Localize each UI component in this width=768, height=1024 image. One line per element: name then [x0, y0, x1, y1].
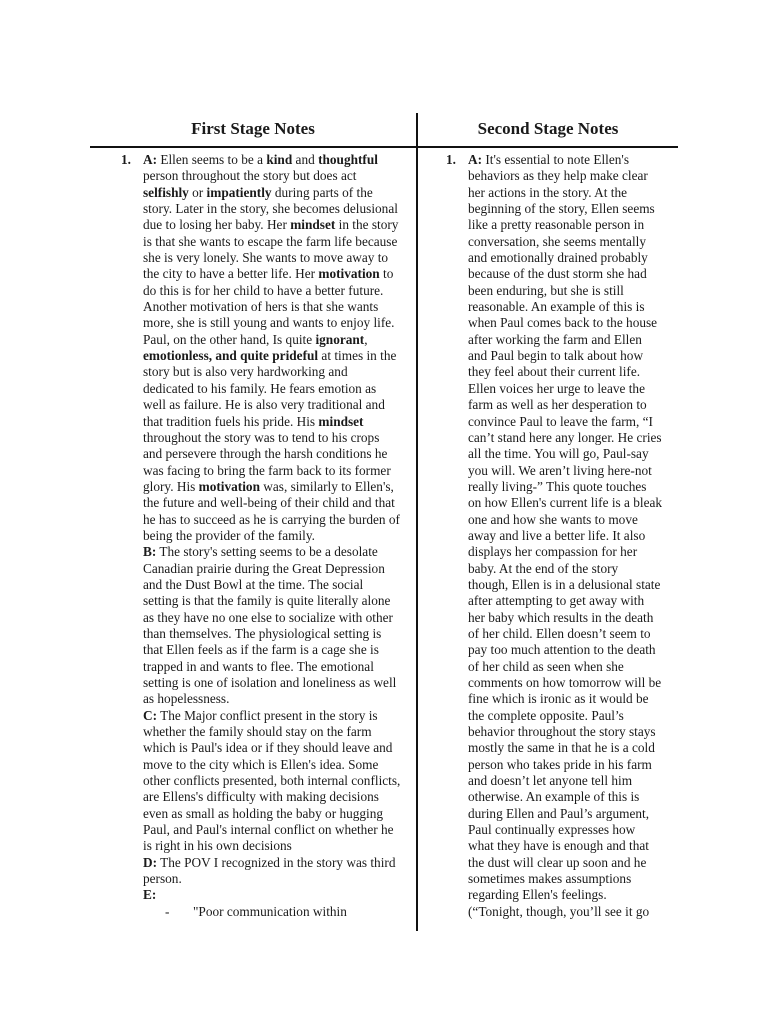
note-line [468, 495, 673, 511]
note-line [143, 561, 415, 577]
text-run: displays her compassion for her [468, 544, 638, 560]
note-line [143, 479, 415, 495]
text-run: The Major conflict present in the story is [157, 707, 378, 723]
note-line [143, 610, 415, 626]
column-divider-vertical [416, 113, 418, 931]
note-line [468, 512, 673, 528]
text-run: when Paul comes back to the house [468, 315, 658, 331]
text-run: Another motivation of hers is that she wants [143, 299, 379, 315]
text-run: convince Paul to leave the farm, “I [468, 413, 653, 429]
text-run: due to losing her baby. Her [143, 217, 291, 233]
text-run: they feel about their current life. [468, 364, 641, 380]
text-run: dedicated to his family. He fears emotion as [143, 380, 377, 396]
bullet-text: "Poor communication within [193, 903, 347, 919]
text-run: Canadian prairie during the Great Depression [143, 560, 385, 576]
note-line [143, 201, 415, 217]
text-run: reasonable. An example of this is [468, 299, 645, 315]
text-run: are Ellens's difficulty with making decisions [143, 789, 379, 805]
note-line [468, 887, 673, 903]
note-line [468, 283, 673, 299]
note-line [468, 381, 673, 397]
text-run: The story's setting seems to be a desolate [156, 544, 378, 560]
note-line [143, 332, 415, 348]
note-line [468, 642, 673, 658]
note-line [468, 364, 673, 380]
text-run: setting is that the family is quite literally alone [143, 593, 391, 609]
note-line [143, 544, 415, 560]
note-line [468, 626, 673, 642]
note-line [468, 593, 673, 609]
text-run: and emotionally drained probably [468, 250, 648, 266]
text-run: to [379, 266, 394, 282]
emphasis-term: impatiently [206, 184, 272, 200]
note-line [468, 152, 673, 168]
note-line [143, 234, 415, 250]
text-run: during Ellen and Paul’s argument, [468, 805, 650, 821]
note-line [468, 822, 673, 838]
text-run: she is very lonely. She wants to move away to [143, 250, 389, 266]
note-line [468, 266, 673, 282]
note-line [468, 806, 673, 822]
text-run: well as failure. He is also very traditional and [143, 397, 385, 413]
text-run: story. Later in the story, she becomes delusional [143, 201, 398, 217]
text-run: The POV I recognized in the story was third [157, 854, 396, 870]
note-line [468, 201, 673, 217]
emphasis-term: ignorant [315, 331, 365, 347]
section-label-e: E: [143, 887, 157, 903]
note-line [143, 675, 415, 691]
note-line [143, 381, 415, 397]
text-run: otherwise. An example of this is [468, 789, 640, 805]
text-run: person. [143, 871, 182, 887]
note-line [143, 626, 415, 642]
text-run: the city to have a better life. Her [143, 266, 319, 282]
left-item-number: 1. [121, 152, 131, 167]
note-line [143, 724, 415, 740]
text-run: setting is one of isolation and loneliness as well [143, 675, 397, 690]
note-line [143, 789, 415, 805]
text-run: comments on how tomorrow will be [468, 675, 662, 690]
emphasis-term: selfishly [143, 184, 189, 200]
note-line [143, 168, 415, 184]
note-line [468, 250, 673, 266]
text-run: the dust will clear up soon and he [468, 854, 647, 870]
text-run: Paul, on the other hand, Is quite [143, 331, 316, 347]
note-line [143, 397, 415, 413]
note-line [468, 675, 673, 691]
text-run: story but is also very hardworking and [143, 364, 348, 380]
text-run: or [188, 184, 207, 200]
text-run: conversation, she seems mentally [468, 233, 646, 249]
note-line [468, 871, 673, 887]
note-line [143, 855, 415, 871]
emphasis-term: mindset [290, 217, 336, 233]
text-run: sometimes makes assumptions [468, 871, 632, 887]
note-line [468, 168, 673, 184]
text-run: throughout the story was to tend to his crops [143, 429, 380, 445]
note-line [468, 332, 673, 348]
text-run: and the Dust Bowl at the time. The social [143, 576, 364, 592]
text-run: Ellen seems to be a [157, 152, 267, 167]
note-line [143, 871, 415, 887]
text-run: all the time. You will go, Paul-say [468, 446, 649, 462]
note-line [143, 217, 415, 233]
text-run: , [364, 331, 368, 347]
text-run: Paul continually expresses how [468, 822, 636, 838]
second-stage-notes-heading: Second Stage Notes [477, 119, 619, 138]
note-line [143, 250, 415, 266]
note-line [468, 544, 673, 560]
first-stage-notes-column [143, 152, 415, 920]
text-run: Ellen voices her urge to leave the [468, 380, 645, 396]
note-line [143, 593, 415, 609]
text-run: at times in the [318, 348, 397, 364]
note-line [468, 299, 673, 315]
note-line [468, 348, 673, 364]
text-run: was facing to bring the farm back to its former [143, 462, 391, 478]
second-stage-notes-column [468, 152, 673, 920]
section-label-a: A: [468, 152, 483, 167]
text-run: of her child. Ellen doesn’t seem to [468, 625, 651, 641]
text-run: during parts of the [271, 184, 373, 200]
note-line [468, 446, 673, 462]
right-item-number: 1. [446, 152, 456, 167]
bullet-item [143, 904, 415, 920]
note-line [468, 315, 673, 331]
text-run: baby. At the end of the story [468, 560, 619, 576]
text-run: is right in his own decisions [143, 838, 292, 854]
note-line [468, 397, 673, 413]
emphasis-term: motivation [318, 266, 380, 282]
note-line [468, 479, 673, 495]
text-run: more, she is still young and wants to enjoy life. [143, 315, 395, 331]
note-line [468, 773, 673, 789]
section-label-b: B: [143, 544, 157, 560]
note-line [468, 430, 673, 446]
text-run: after attempting to get away with [468, 593, 645, 609]
text-run: mostly the same in that he is a cold [468, 740, 655, 756]
note-line [143, 822, 415, 838]
text-run: was, similarly to Ellen's, [259, 478, 394, 494]
text-run: (“Tonight, though, you’ll see it go [468, 903, 650, 919]
note-line [143, 740, 415, 756]
text-run: farm as well as her desperation to [468, 397, 647, 413]
text-run: away and live a better life. It also [468, 527, 646, 543]
text-run: her actions in the story. At the [468, 184, 628, 200]
note-line [143, 708, 415, 724]
note-line [468, 757, 673, 773]
note-line [468, 234, 673, 250]
note-line [468, 838, 673, 854]
note-line [143, 348, 415, 364]
section-label-d: D: [143, 854, 158, 870]
note-line [143, 315, 415, 331]
note-line [143, 757, 415, 773]
text-run: is that she wants to escape the farm life because [143, 233, 398, 249]
text-run: move to the city which is Ellen's idea. Some [143, 756, 379, 772]
text-run: he has to succeed as he is carrying the burden of [143, 511, 400, 527]
note-line [468, 561, 673, 577]
text-run: glory. His [143, 478, 199, 494]
emphasis-term: emotionless, and quite prideful [143, 348, 319, 364]
text-run: the future and well-being of their child and that [143, 495, 395, 511]
text-run: her baby which results in the death [468, 609, 654, 625]
note-line [468, 528, 673, 544]
note-line [468, 577, 673, 593]
emphasis-term: motivation [198, 478, 260, 494]
note-line [143, 887, 415, 903]
emphasis-term: kind [266, 152, 293, 167]
note-line [468, 904, 673, 920]
text-run: what they have is enough and that [468, 838, 649, 854]
text-run: really living-” This quote touches [468, 478, 647, 494]
note-line [468, 691, 673, 707]
text-run: can’t stand here any longer. He cries [468, 429, 662, 445]
note-line [143, 364, 415, 380]
text-run: though, Ellen is in a delusional state [468, 576, 661, 592]
text-run: on how Ellen's current life is a bleak [468, 495, 663, 511]
text-run: person throughout the story but does act [143, 168, 357, 184]
note-line [143, 512, 415, 528]
text-run: being the provider of the family. [143, 527, 315, 543]
emphasis-term: mindset [318, 413, 364, 429]
note-line [143, 283, 415, 299]
note-line [143, 773, 415, 789]
note-line [143, 528, 415, 544]
text-run: because of the dust storm she had [468, 266, 647, 282]
note-line [468, 610, 673, 626]
text-run: It's essential to note Ellen's [482, 152, 629, 167]
section-label-a: A: [143, 152, 158, 167]
text-run: regarding Ellen's feelings. [468, 887, 607, 903]
text-run: that tradition fuels his pride. His [143, 413, 319, 429]
text-run: and Paul begin to talk about how [468, 348, 644, 364]
note-line [143, 152, 415, 168]
text-run: as hopelessness. [143, 691, 230, 707]
first-stage-notes-heading: First Stage Notes [191, 119, 315, 138]
note-line [143, 266, 415, 282]
text-run: person who takes pride in his farm [468, 756, 652, 772]
text-run: behavior throughout the story stays [468, 724, 656, 740]
note-line [468, 659, 673, 675]
text-run: do this is for her child to have a better future. [143, 282, 384, 298]
text-run: and doesn’t let anyone tell him [468, 773, 633, 789]
text-run: been enduring, but she is still [468, 282, 624, 298]
text-run: which is Paul's idea or if they should leave and [143, 740, 393, 756]
text-run: even as small as holding the baby or hugging [143, 805, 384, 821]
text-run: and [292, 152, 319, 167]
note-line [468, 217, 673, 233]
note-line [468, 463, 673, 479]
emphasis-term: thoughtful [318, 152, 378, 167]
text-run: and persevere through the harsh conditions he [143, 446, 388, 462]
note-line [143, 463, 415, 479]
text-run: after working the farm and Ellen [468, 331, 642, 347]
note-line [143, 185, 415, 201]
note-line [468, 740, 673, 756]
text-run: in the story [335, 217, 399, 233]
text-run: you will. We aren’t living here-not [468, 462, 652, 478]
text-run: other conflicts presented, both internal conflicts, [143, 773, 401, 789]
text-run: Paul, and Paul's internal conflict on whether he [143, 822, 394, 838]
note-line [468, 855, 673, 871]
note-line [468, 789, 673, 805]
note-line [143, 446, 415, 462]
section-label-c: C: [143, 707, 158, 723]
note-line [143, 430, 415, 446]
note-line [468, 414, 673, 430]
text-run: whether the family should stay on the farm [143, 724, 372, 740]
note-line [143, 577, 415, 593]
text-run: pay too much attention to the death [468, 642, 656, 658]
note-line [143, 691, 415, 707]
text-run: than themselves. The physiological setting is [143, 625, 382, 641]
text-run: beginning of the story, Ellen seems [468, 201, 655, 217]
note-line [143, 414, 415, 430]
note-line [143, 299, 415, 315]
text-run: that Ellen feels as if the farm is a cage she is [143, 642, 379, 658]
header-underline [90, 146, 678, 148]
note-line [468, 708, 673, 724]
note-line [143, 806, 415, 822]
text-run: the complete opposite. Paul’s [468, 707, 624, 723]
note-line [143, 642, 415, 658]
text-run: of her child as seen when she [468, 658, 624, 674]
text-run: behaviors as they help make clear [468, 168, 648, 184]
text-run: fine which is ironic as it would be [468, 691, 649, 707]
note-line [468, 185, 673, 201]
text-run: one and how she wants to move [468, 511, 638, 527]
text-run: like a pretty reasonable person in [468, 217, 645, 233]
text-run: as they have no one else to socialize with other [143, 609, 393, 625]
bullet-dash: - [165, 903, 170, 919]
note-line [143, 659, 415, 675]
note-line [143, 495, 415, 511]
note-line [143, 838, 415, 854]
text-run: trapped in and wants to flee. The emotional [143, 658, 374, 674]
note-line [468, 724, 673, 740]
